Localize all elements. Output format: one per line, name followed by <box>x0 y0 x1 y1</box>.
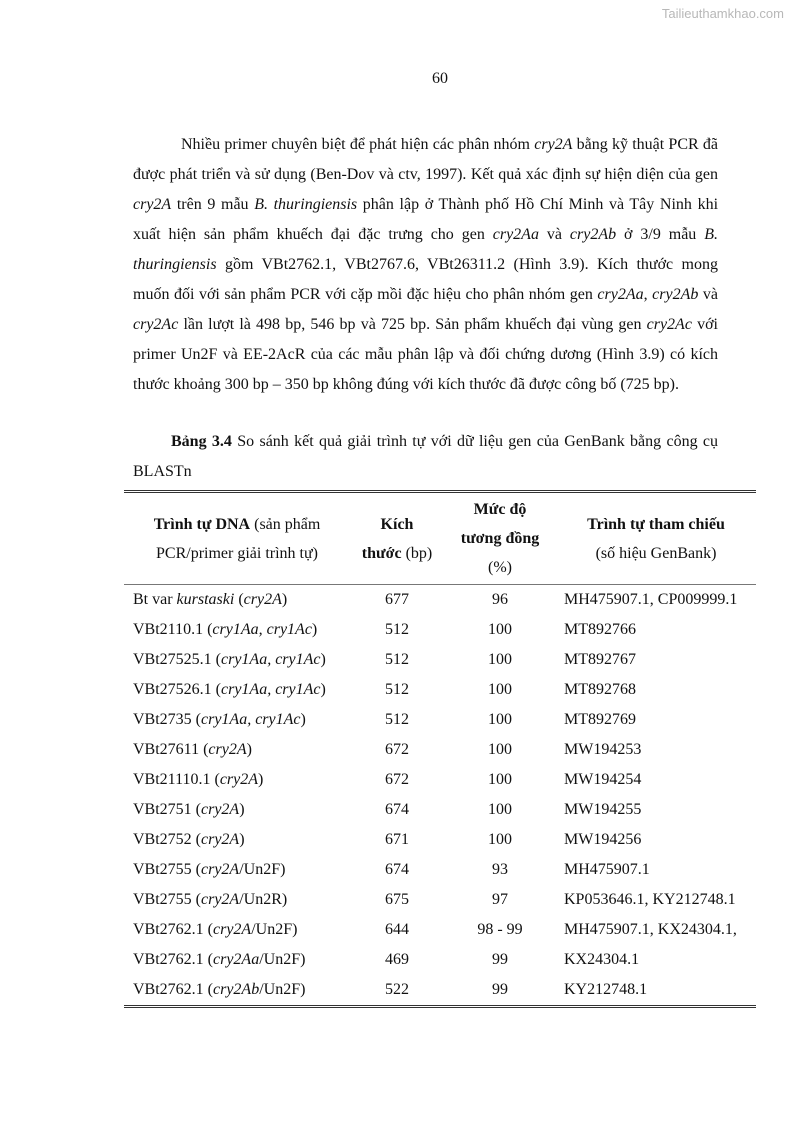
caption-text: So sánh kết quả giải trình tự với dữ liệu gen của GenBank bằng công cụ BLASTn <box>133 433 718 480</box>
cell-size: 674 <box>385 861 409 878</box>
cell-size: 675 <box>385 891 409 908</box>
cell-sequence: VBt2735 (cry1Aa, cry1Ac) <box>133 711 306 728</box>
cell-size: 674 <box>385 801 409 818</box>
cell-sequence: VBt27525.1 (cry1Aa, cry1Ac) <box>133 651 326 668</box>
cell-identity: 100 <box>488 651 512 668</box>
cell-identity: 96 <box>492 591 508 608</box>
table-caption <box>133 427 718 487</box>
cell-sequence: VBt27611 (cry2A) <box>133 741 252 758</box>
cell-size: 677 <box>385 591 409 608</box>
cell-identity: 99 <box>492 981 508 998</box>
cell-size: 512 <box>385 681 409 698</box>
table-row <box>124 675 756 705</box>
cell-size: 671 <box>385 831 409 848</box>
paragraph-text: Nhiều primer chuyên biệt để phát hiện các phân nhóm cry2A bằng kỹ thuật PCR đã được phát triển và sử dụng (Ben-Dov và ctv, 1997). Kết quả xác định sự hiện diện của gen cry2A trên 9 mẫu B. thuringiensis phân lập ở Thành phố Hồ Chí Minh và Tây Ninh khi xuất hiện sản phẩm khuếch đại đặc trưng cho gen cry2Aa và cry2Ab ở 3/9 mẫu B. thuringiensis gồm VBt2762.1, VBt2767.6, VBt26311.2 (Hình 3.9). Kích thước mong muốn đối với sản phẩm PCR với cặp mồi đặc hiệu cho phân nhóm gen cry2Aa, cry2Ab và cry2Ac lần lượt là 498 bp, 546 bp và 725 bp. Sản phẩm khuếch đại vùng gen cry2Ac với primer Un2F và EE-2AcR của các mẫu phân lập và đối chứng dương (Hình 3.9) có kích thước khoảng 300 bp – 350 bp không đúng với kích thước đã được công bố (725 bp). <box>133 136 719 393</box>
table-row <box>124 735 756 765</box>
cell-identity: 93 <box>492 861 508 878</box>
caption-label: Bảng 3.4 <box>171 433 232 450</box>
table-row <box>124 795 756 825</box>
page-number: 60 <box>432 70 448 87</box>
table-row <box>124 945 756 975</box>
cell-identity: 100 <box>488 711 512 728</box>
blast-comparison-table <box>124 490 756 1008</box>
table-row <box>124 765 756 795</box>
cell-sequence: VBt2755 (cry2A/Un2F) <box>133 861 286 878</box>
table-body <box>124 585 756 1007</box>
cell-identity: 100 <box>488 741 512 758</box>
header-size: Kích thước (bp) <box>361 515 433 562</box>
cell-identity: 100 <box>488 831 512 848</box>
table-row <box>124 975 756 1007</box>
cell-reference: MH475907.1 <box>564 861 650 878</box>
table-header-row <box>124 492 756 585</box>
watermark: Tailieuthamkhao.com <box>661 6 784 21</box>
cell-sequence: VBt21110.1 (cry2A) <box>133 771 264 788</box>
cell-size: 512 <box>385 621 409 638</box>
table-row <box>124 705 756 735</box>
cell-reference: MT892767 <box>564 651 636 668</box>
cell-sequence: VBt2762.1 (cry2Aa/Un2F) <box>133 951 306 968</box>
header-reference: Trình tự tham chiếu (số hiệu GenBank) <box>587 515 725 562</box>
cell-size: 522 <box>385 981 409 998</box>
body-paragraph <box>133 130 718 400</box>
cell-size: 672 <box>385 741 409 758</box>
cell-reference: MT892768 <box>564 681 636 698</box>
cell-reference: KY212748.1 <box>564 981 648 998</box>
cell-identity: 100 <box>488 621 512 638</box>
cell-size: 512 <box>385 711 409 728</box>
cell-sequence: VBt27526.1 (cry1Aa, cry1Ac) <box>133 681 326 698</box>
cell-reference: MT892769 <box>564 711 636 728</box>
table-row <box>124 615 756 645</box>
table-row <box>124 855 756 885</box>
header-identity: Mức độ tương đồng (%) <box>460 501 540 576</box>
table-row <box>124 585 756 616</box>
cell-reference: MW194256 <box>564 831 642 848</box>
header-sequence: Trình tự DNA (sản phẩm PCR/primer giải trình tự) <box>153 515 321 562</box>
cell-identity: 99 <box>492 951 508 968</box>
cell-reference: MH475907.1, KX24304.1, <box>564 921 737 938</box>
cell-sequence: VBt2762.1 (cry2A/Un2F) <box>133 921 298 938</box>
cell-sequence: VBt2755 (cry2A/Un2R) <box>133 891 288 908</box>
cell-identity: 98 - 99 <box>477 921 523 938</box>
table-row <box>124 915 756 945</box>
table-row <box>124 885 756 915</box>
table-row <box>124 825 756 855</box>
cell-sequence: VBt2762.1 (cry2Ab/Un2F) <box>133 981 306 998</box>
cell-identity: 100 <box>488 681 512 698</box>
cell-identity: 97 <box>492 891 508 908</box>
cell-identity: 100 <box>488 801 512 818</box>
cell-reference: MW194255 <box>564 801 642 818</box>
cell-size: 644 <box>385 921 409 938</box>
cell-sequence: VBt2110.1 (cry1Aa, cry1Ac) <box>133 621 318 638</box>
cell-size: 512 <box>385 651 409 668</box>
cell-sequence: VBt2752 (cry2A) <box>133 831 245 848</box>
cell-sequence: Bt var kurstaski (cry2A) <box>133 591 288 608</box>
cell-reference: KP053646.1, KY212748.1 <box>564 891 736 908</box>
cell-reference: MW194253 <box>564 741 642 758</box>
cell-reference: MT892766 <box>564 621 636 638</box>
cell-reference: MW194254 <box>564 771 642 788</box>
cell-sequence: VBt2751 (cry2A) <box>133 801 245 818</box>
cell-reference: KX24304.1 <box>564 951 640 968</box>
cell-reference: MH475907.1, CP009999.1 <box>564 591 738 608</box>
cell-identity: 100 <box>488 771 512 788</box>
table-row <box>124 645 756 675</box>
cell-size: 469 <box>385 951 409 968</box>
cell-size: 672 <box>385 771 409 788</box>
